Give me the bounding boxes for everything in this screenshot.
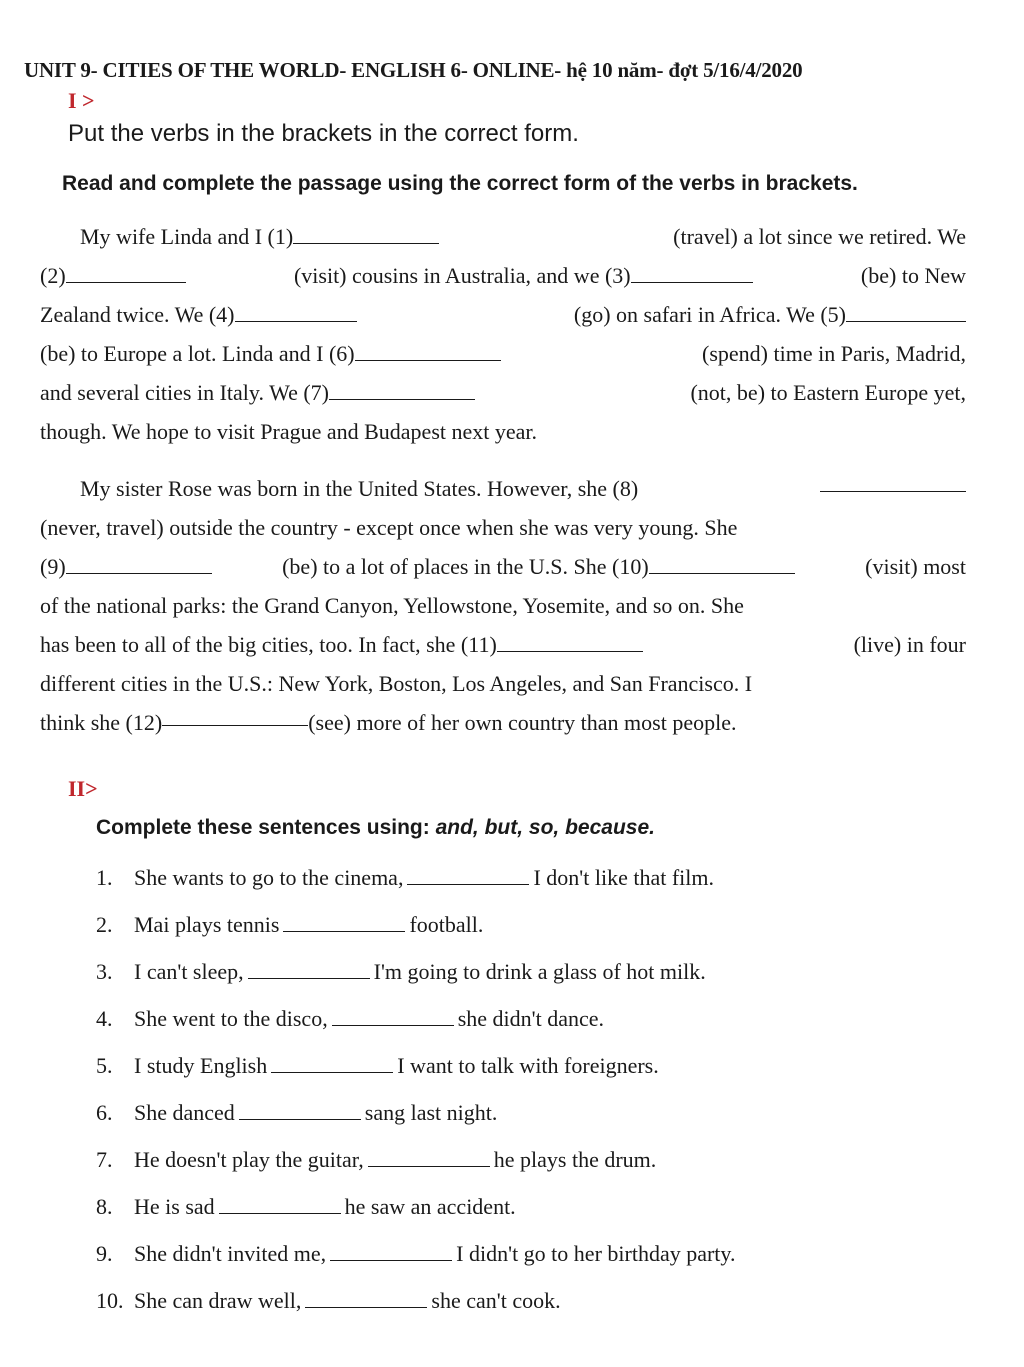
passage-instruction: Read and complete the passage using the correct form of the verbs in brackets.: [62, 172, 858, 195]
sentence-end: I want to talk with foreigners.: [397, 1053, 659, 1078]
passage-line: [40, 469, 966, 508]
list-item: [96, 1146, 735, 1193]
conjunction-blank[interactable]: [330, 1240, 452, 1261]
conjunction-blank[interactable]: [407, 864, 529, 885]
passage-line: [40, 412, 966, 451]
passage-paragraph-2: [40, 469, 966, 742]
sentence-start: I study English: [134, 1053, 268, 1078]
passage-text: My sister Rose was born in the United States. However, she (8): [80, 476, 639, 501]
passage-text: (live) in four: [853, 632, 966, 657]
sentence-start: He doesn't play the guitar,: [134, 1147, 364, 1172]
section-2-label: II>: [68, 776, 98, 801]
passage-text: (travel) a lot since we retired. We: [673, 224, 966, 249]
item-number: 3.: [96, 959, 113, 984]
list-item: [96, 1193, 735, 1240]
sentence-start: She can draw well,: [134, 1288, 302, 1313]
passage-line: [40, 586, 966, 625]
passage-text: (go) on safari in Africa. We (5): [573, 302, 846, 327]
passage-text: (visit) most: [865, 554, 966, 579]
passage-text: has been to all of the big cities, too. In fact, she (11): [40, 632, 497, 657]
passage-text: My wife Linda and I (1): [80, 224, 294, 249]
conjunction-blank[interactable]: [368, 1146, 490, 1167]
section-1-label: I >: [68, 88, 95, 113]
sentence-end: sang last night.: [364, 1100, 498, 1125]
sentence-start: Mai plays tennis: [134, 912, 280, 937]
passage-text: (be) to a lot of places in the U.S. She (10): [282, 554, 649, 579]
item-number: 8.: [96, 1194, 113, 1219]
answer-blank-5[interactable]: [846, 299, 966, 322]
passage-line: [40, 703, 966, 742]
sentence-end: he plays the drum.: [493, 1147, 657, 1172]
sentence-end: I'm going to drink a glass of hot milk.: [373, 959, 706, 984]
instruction-text: Complete these sentences using:: [96, 816, 436, 839]
section-1-instruction: Put the verbs in the brackets in the correct form.: [68, 120, 579, 147]
passage-line: [40, 508, 966, 547]
sentence-end: football.: [409, 912, 484, 937]
item-number: 9.: [96, 1241, 113, 1266]
conjunction-blank[interactable]: [248, 958, 370, 979]
list-item: [96, 958, 735, 1005]
conjunction-blank[interactable]: [219, 1193, 341, 1214]
answer-blank-2[interactable]: [66, 260, 186, 283]
passage-text: (see) more of her own country than most people.: [308, 710, 737, 735]
item-number: 10.: [96, 1288, 124, 1313]
sentence-end: I didn't go to her birthday party.: [456, 1241, 736, 1266]
sentence-start: She went to the disco,: [134, 1006, 328, 1031]
conjunction-blank[interactable]: [283, 911, 405, 932]
passage-text: Zealand twice. We (4): [40, 302, 235, 327]
conjunction-blank[interactable]: [305, 1287, 427, 1308]
item-number: 7.: [96, 1147, 113, 1172]
list-item: [96, 1005, 735, 1052]
item-number: 6.: [96, 1100, 113, 1125]
passage-text: (9): [40, 554, 66, 579]
list-item: [96, 1099, 735, 1146]
sentence-end: I don't like that film.: [533, 865, 714, 890]
sentence-end: he saw an accident.: [344, 1194, 516, 1219]
passage-text: (spend) time in Paris, Madrid,: [702, 341, 966, 366]
answer-blank-4[interactable]: [235, 299, 357, 322]
passage-line: [40, 625, 966, 664]
answer-blank-10[interactable]: [649, 551, 795, 574]
sentence-start: I can't sleep,: [134, 959, 244, 984]
passage-text: (2): [40, 263, 66, 288]
passage-text: different cities in the U.S.: New York, Boston, Los Angeles, and San Francisco. I: [40, 671, 753, 696]
item-number: 2.: [96, 912, 113, 937]
list-item: [96, 911, 735, 958]
passage-line: [40, 373, 966, 412]
worksheet-title: UNIT 9- CITIES OF THE WORLD- ENGLISH 6- ONLINE- hệ 10 năm- đợt 5/16/4/2020: [24, 58, 803, 82]
section-2-instruction: [96, 816, 655, 840]
sentence-start: She wants to go to the cinema,: [134, 865, 404, 890]
list-item: [96, 864, 735, 911]
answer-blank-3[interactable]: [631, 260, 753, 283]
passage-line: [40, 217, 966, 256]
passage-line: [40, 547, 966, 586]
passage-text: (be) to New: [860, 263, 966, 288]
list-item: [96, 1287, 735, 1334]
item-number: 4.: [96, 1006, 113, 1031]
answer-blank-9[interactable]: [66, 551, 212, 574]
sentence-list: [96, 864, 735, 1334]
passage-text: think she (12): [40, 710, 163, 735]
conjunction-blank[interactable]: [271, 1052, 393, 1073]
answer-blank-8[interactable]: [820, 469, 966, 492]
passage-text: (never, travel) outside the country - except once when she was very young. She: [40, 515, 738, 540]
conjunction-list: and, but, so, because.: [435, 816, 655, 839]
answer-blank-12[interactable]: [162, 703, 308, 726]
list-item: [96, 1052, 735, 1099]
passage-text: (visit) cousins in Australia, and we (3): [293, 263, 631, 288]
conjunction-blank[interactable]: [239, 1099, 361, 1120]
item-number: 5.: [96, 1053, 113, 1078]
passage-paragraph-1: [40, 217, 966, 451]
list-item: [96, 1240, 735, 1287]
passage-line: [40, 295, 966, 334]
passage-text: (be) to Europe a lot. Linda and I (6): [40, 341, 355, 366]
sentence-start: She didn't invited me,: [134, 1241, 327, 1266]
passage-line: [40, 334, 966, 373]
passage-text: of the national parks: the Grand Canyon, Yellowstone, Yosemite, and so on. She: [40, 593, 744, 618]
passage-text: (not, be) to Eastern Europe yet,: [690, 380, 966, 405]
sentence-end: she can't cook.: [431, 1288, 561, 1313]
item-number: 1.: [96, 865, 113, 890]
passage-text: though. We hope to visit Prague and Budapest next year.: [40, 419, 538, 444]
sentence-start: She danced: [134, 1100, 235, 1125]
answer-blank-1[interactable]: [293, 221, 439, 244]
conjunction-blank[interactable]: [332, 1005, 454, 1026]
passage-text: and several cities in Italy. We (7): [40, 380, 330, 405]
sentence-end: she didn't dance.: [457, 1006, 605, 1031]
answer-blank-6[interactable]: [355, 338, 501, 361]
sentence-start: He is sad: [134, 1194, 215, 1219]
passage-line: [40, 256, 966, 295]
passage-line: [40, 664, 966, 703]
answer-blank-7[interactable]: [329, 377, 475, 400]
answer-blank-11[interactable]: [497, 629, 643, 652]
